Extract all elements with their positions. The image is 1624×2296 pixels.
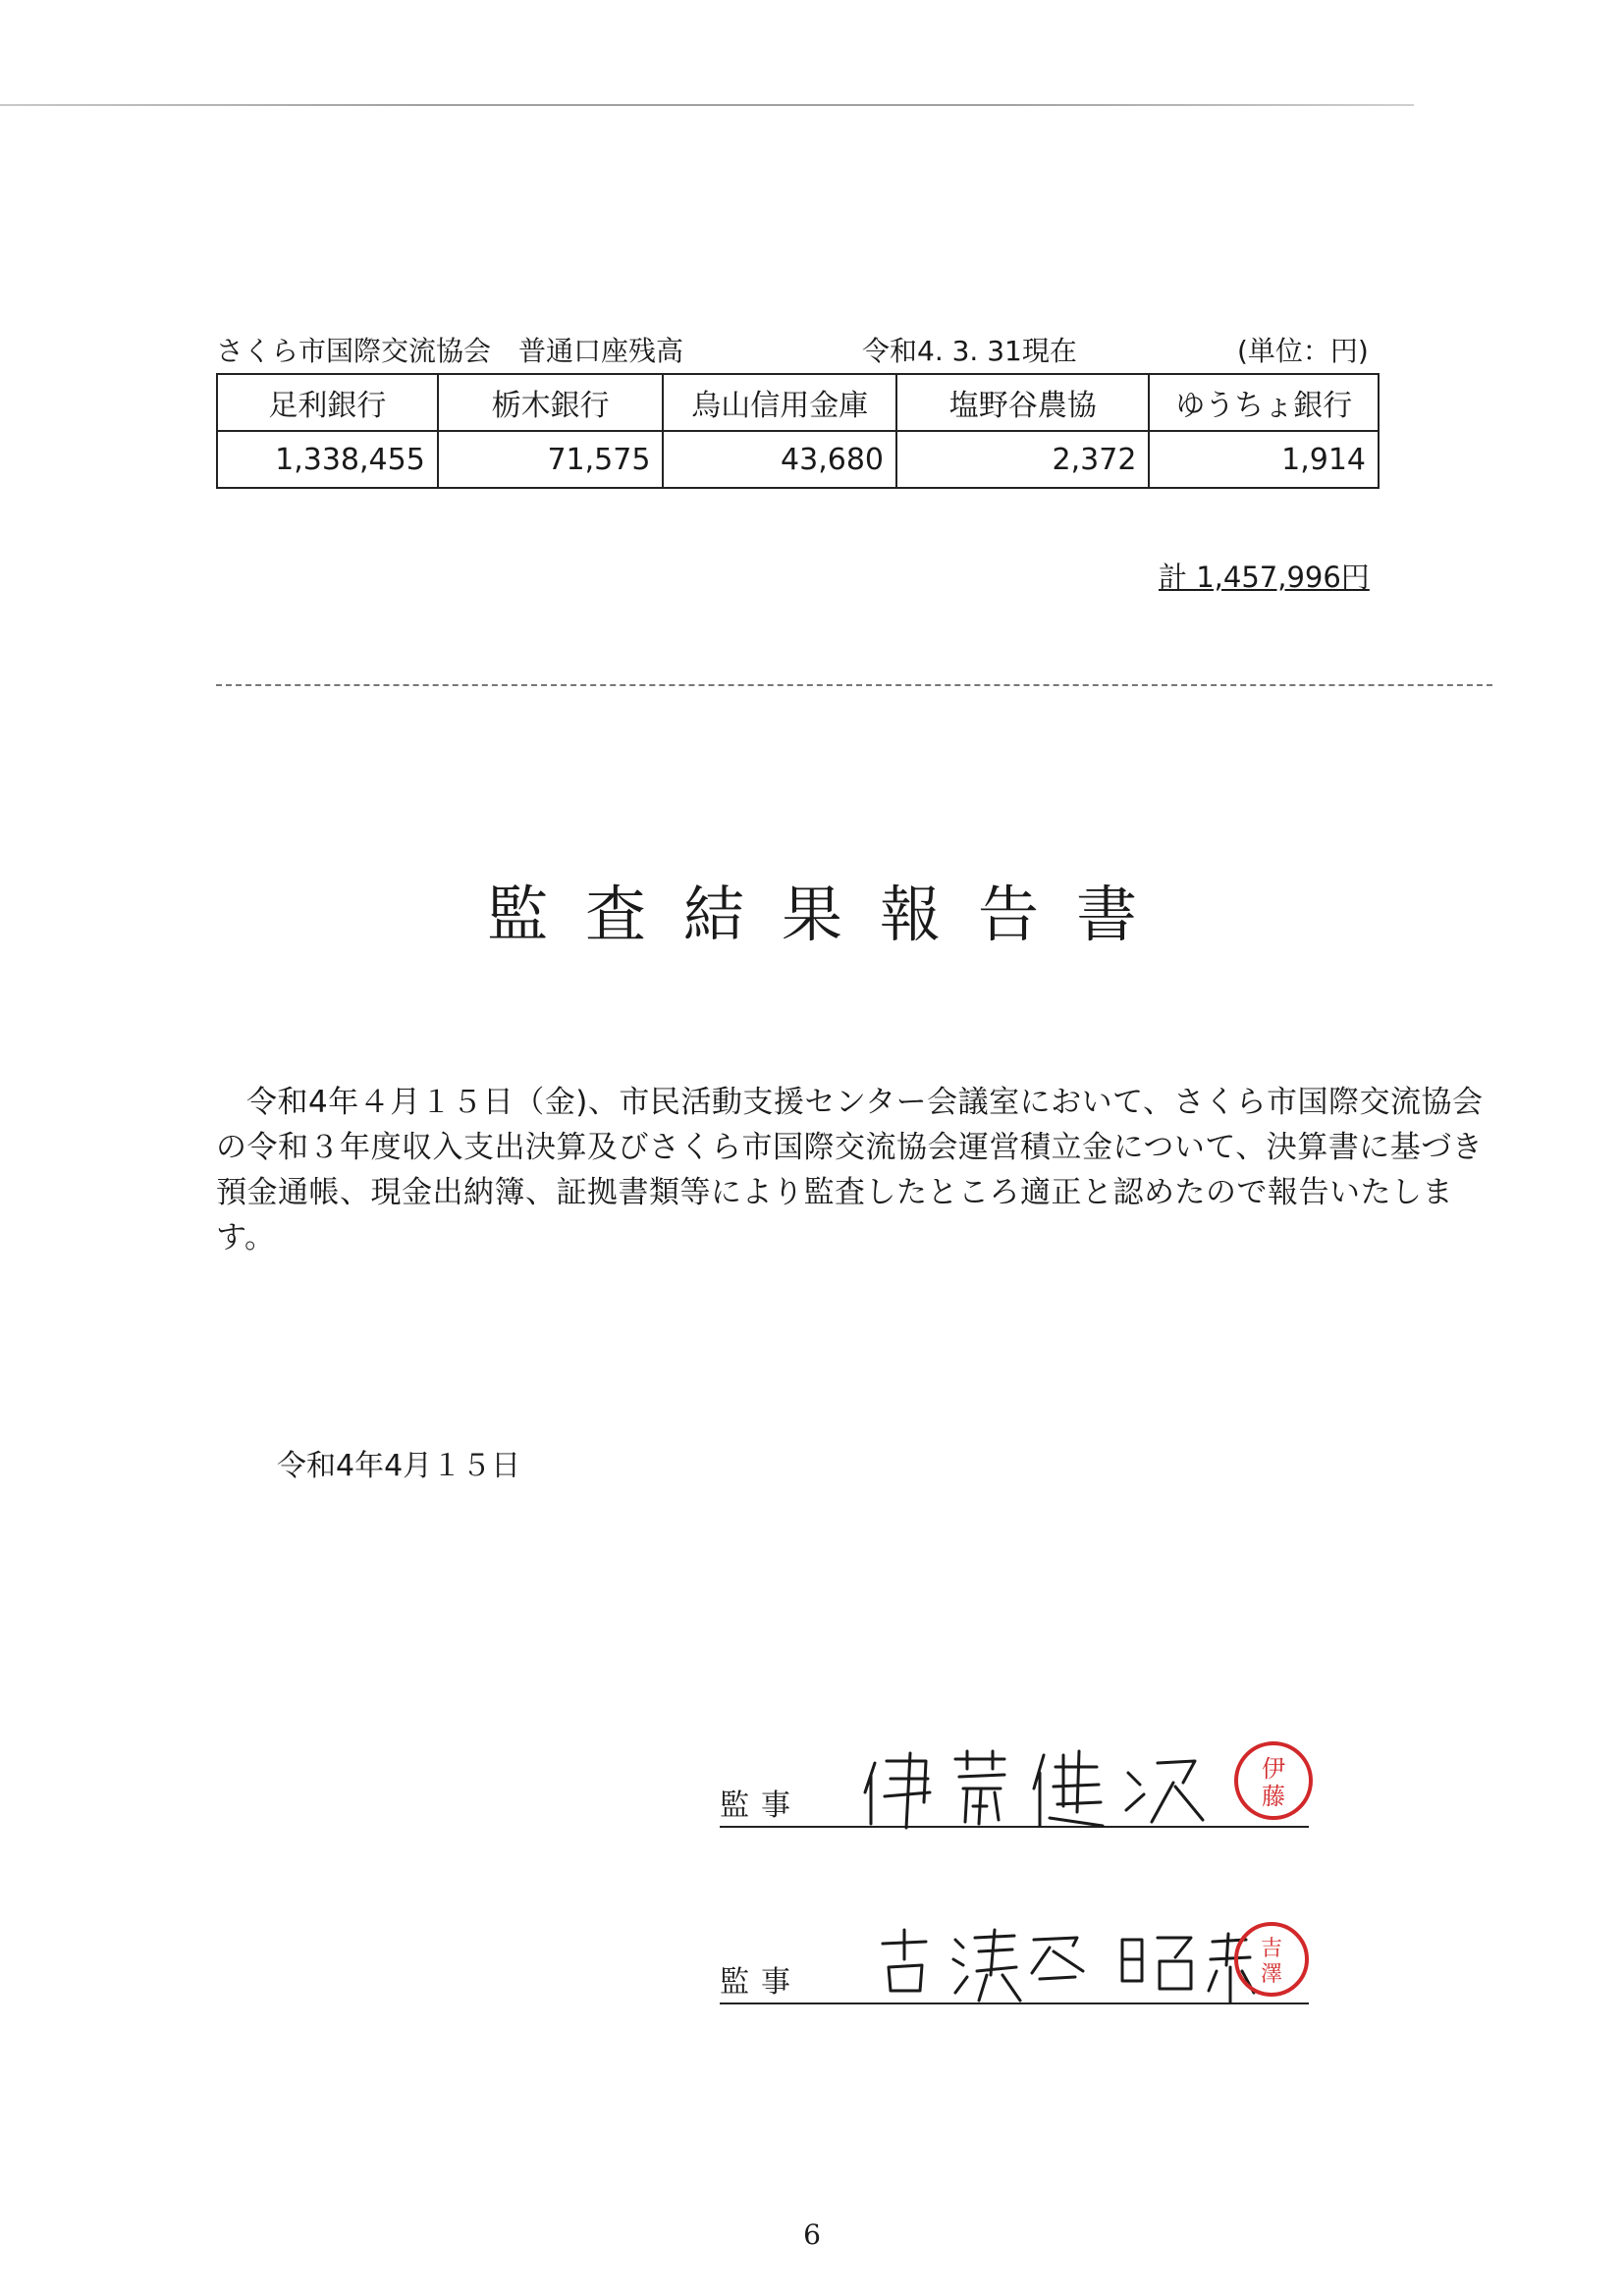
auditor-seal-text: 伊: [1262, 1755, 1285, 1783]
auditor-signature-line: [720, 1737, 1309, 1828]
auditor-seal: [1230, 1918, 1313, 2001]
bank-header: 栃木銀行: [438, 374, 664, 431]
balance-value: 2,372: [896, 431, 1149, 488]
bank-header: 塩野谷農協: [896, 374, 1149, 431]
auditor-seal: [1230, 1737, 1317, 1824]
handwritten-signature: [857, 1734, 1289, 1832]
bank-header: 烏山信用金庫: [663, 374, 896, 431]
balance-value: 1,914: [1149, 431, 1379, 488]
auditor-signature-line: [720, 1914, 1309, 2004]
page-number: 6: [803, 2218, 821, 2251]
auditor-seal-text: 吉: [1260, 1937, 1283, 1961]
auditor-seal-text: 藤: [1262, 1783, 1285, 1810]
report-body: 令和4年４月１５日（金)、市民活動支援センター会議室において、さくら市国際交流協会の令和３年度収入支出決算及びさくら市国際交流協会運営積立金について、決算書に基づき預金通帳、現金出納簿、証拠書類等により監査したところ適正と認めたので報告いたします。: [216, 1085, 1484, 1255]
balance-value: 1,338,455: [217, 431, 438, 488]
balance-table-header-row: [217, 374, 1379, 431]
balance-total: 計 1,457,996円: [1159, 561, 1370, 594]
table-caption: [216, 330, 1375, 369]
balance-table: [216, 373, 1380, 489]
bank-header: 足利銀行: [217, 374, 438, 431]
table-caption-title: さくら市国際交流協会 普通口座残高: [216, 335, 684, 367]
dashed-separator: [216, 684, 1492, 686]
handwritten-signature: [857, 1910, 1289, 2008]
balance-table-value-row: [217, 431, 1379, 488]
table-caption-unit: (単位：円): [1237, 335, 1369, 367]
balance-value: 71,575: [438, 431, 664, 488]
auditor-seal-text: 澤: [1260, 1962, 1283, 1987]
bank-header: ゆうちょ銀行: [1149, 374, 1379, 431]
signature-date: 令和4年4月１５日: [277, 1449, 521, 1483]
top-rule: [0, 104, 1414, 106]
auditor-label: 監事: [720, 1965, 802, 2000]
balance-value: 43,680: [663, 431, 896, 488]
table-caption-date: 令和4. 3. 31現在: [862, 335, 1077, 367]
report-title: 監査結果報告書: [486, 879, 1174, 950]
auditor-label: 監事: [720, 1789, 802, 1823]
